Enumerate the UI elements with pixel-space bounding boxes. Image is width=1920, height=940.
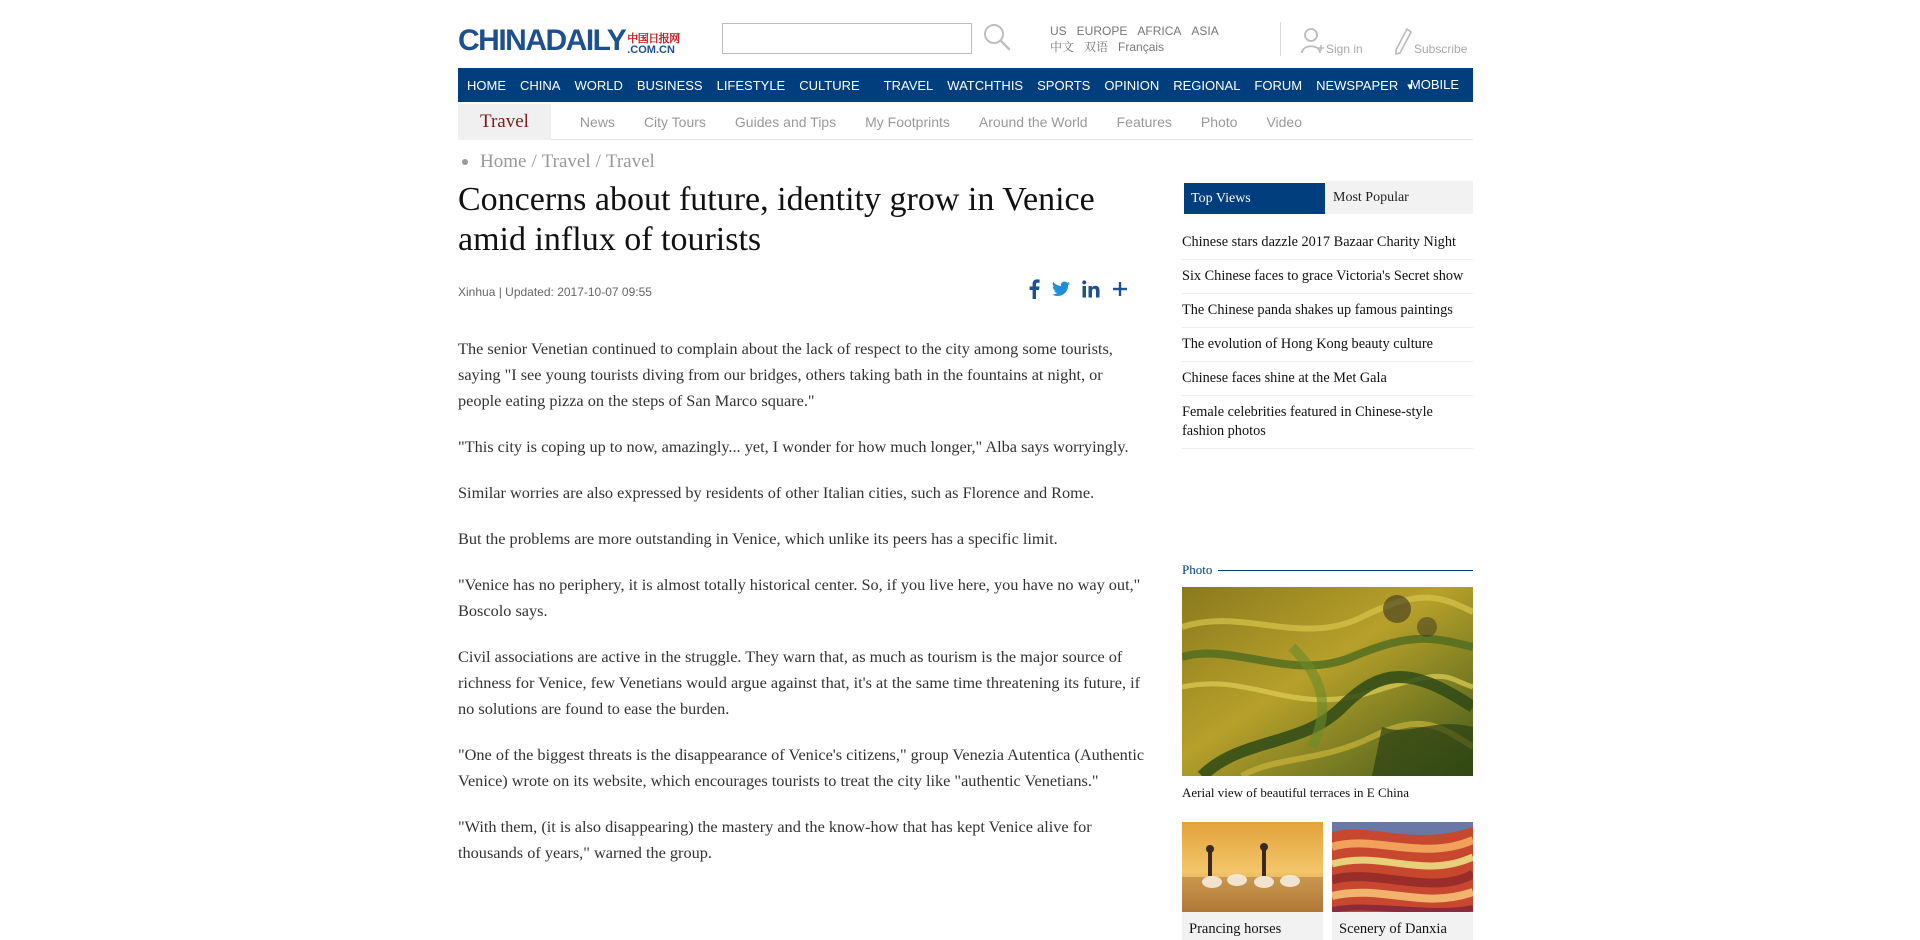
subnav-guides-and-tips[interactable]: Guides and Tips (734, 113, 837, 130)
pencil-icon (1394, 26, 1412, 56)
danxia-scenery-caption[interactable]: Scenery of Danxia (1332, 912, 1473, 940)
section-title-travel[interactable]: Travel (458, 104, 551, 140)
nav-business[interactable]: BUSINESS (636, 77, 703, 93)
list-item[interactable]: Chinese faces shine at the Met Gala (1182, 362, 1473, 396)
photo-section-rule (1218, 570, 1473, 571)
sign-in-link[interactable] (1300, 22, 1363, 56)
tab-top-views[interactable]: Top Views (1182, 181, 1325, 214)
plus-icon (1112, 281, 1128, 297)
logo-daily-text: DAILY (545, 24, 626, 57)
logo-china-text: CHINA (458, 24, 546, 57)
nav-newspaper-dropdown[interactable]: NEWSPAPER ▾ (1316, 78, 1413, 93)
edition-asia-link[interactable]: ASIA (1191, 24, 1219, 38)
logo-domain-text: .COM.CN (627, 44, 675, 56)
breadcrumb-home[interactable]: Home (480, 151, 527, 172)
article-paragraph: Similar worries are also expressed by residents of other Italian cities, such as Florence and Rome. (458, 483, 1095, 502)
twitter-share-button[interactable] (1052, 281, 1070, 301)
prancing-horses-caption[interactable]: Prancing horses (1182, 912, 1323, 940)
edition-chinese-link[interactable]: 中文 (1050, 40, 1075, 54)
photo-section-label[interactable]: Photo (1182, 562, 1213, 577)
logo-chinese-text: 中国日报网 (627, 33, 680, 45)
article-paragraph: "This city is coping up to now, amazingly... yet, I wonder for how much longer," Alba says worryingly. (458, 437, 1129, 456)
subnav-features[interactable]: Features (1116, 113, 1172, 130)
twitter-icon (1052, 281, 1070, 297)
list-item[interactable]: Chinese stars dazzle 2017 Bazaar Charity Night (1182, 226, 1473, 260)
breadcrumb-travel[interactable]: Travel (541, 151, 591, 172)
main-nav (458, 68, 1473, 102)
breadcrumb: Home / Travel / Travel (458, 151, 655, 173)
top-views-list (1182, 226, 1473, 449)
nav-culture[interactable]: CULTURE (799, 77, 860, 93)
subscribe-label: Subscribe (1414, 42, 1468, 56)
user-icon (1300, 26, 1324, 56)
nav-forum[interactable]: FORUM (1254, 77, 1303, 93)
list-item[interactable]: Female celebrities featured in Chinese-style fashion photos (1182, 396, 1473, 449)
nav-watchthis[interactable]: WATCHTHIS (947, 77, 1024, 93)
nav-china[interactable]: CHINA (520, 77, 561, 93)
article-title: Concerns about future, identity grow in Venice amid influx of tourists (458, 181, 1095, 258)
article-paragraph: "Venice has no periphery, it is almost totally historical center. So, if you live here, you have no way out," Boscolo says. (458, 575, 1141, 620)
nav-opinion[interactable]: OPINION (1104, 77, 1160, 93)
nav-travel[interactable]: TRAVEL (883, 77, 934, 93)
facebook-share-button[interactable] (1028, 279, 1040, 303)
breadcrumb-travel-sub[interactable]: Travel (605, 151, 655, 172)
linkedin-share-button[interactable] (1082, 280, 1100, 302)
list-item[interactable]: The evolution of Hong Kong beauty culture (1182, 328, 1473, 362)
nav-lifestyle[interactable]: LIFESTYLE (716, 77, 786, 93)
photo-section-header (1182, 562, 1473, 578)
sign-in-label: Sign in (1326, 42, 1363, 56)
prancing-horses-photo[interactable] (1182, 822, 1323, 912)
edition-europe-link[interactable]: EUROPE (1076, 24, 1128, 38)
search-icon (982, 22, 1012, 52)
nav-regional[interactable]: REGIONAL (1173, 77, 1241, 93)
share-buttons (1028, 279, 1128, 303)
header-divider (1280, 22, 1281, 56)
article-paragraph: The senior Venetian continued to complain about the lack of respect to the city among some tourists, saying "I see young tourists diving from our bridges, others taking bath in the fountains at night, or people eating pizza on the steps of San Marco square." (458, 339, 1113, 410)
danxia-scenery-photo[interactable] (1332, 822, 1473, 912)
linkedin-icon (1082, 280, 1100, 298)
nav-sports[interactable]: SPORTS (1037, 77, 1091, 93)
chinadaily-logo[interactable] (458, 24, 680, 56)
facebook-icon (1028, 279, 1040, 299)
subnav-around-the-world[interactable]: Around the World (978, 113, 1088, 130)
sidebar-tabs (1182, 181, 1473, 214)
more-share-button[interactable] (1112, 281, 1128, 301)
subnav-photo[interactable]: Photo (1200, 113, 1238, 130)
search-input[interactable] (722, 23, 972, 54)
subscribe-link[interactable] (1394, 22, 1467, 56)
subnav-my-footprints[interactable]: My Footprints (865, 113, 950, 130)
terraces-photo-caption[interactable]: Aerial view of beautiful terraces in E China (1182, 785, 1410, 800)
travel-sub-nav (458, 104, 1473, 140)
nav-world[interactable]: WORLD (574, 77, 623, 93)
terraces-photo[interactable] (1182, 587, 1473, 776)
subnav-news[interactable]: News (579, 113, 615, 130)
article-paragraph: Civil associations are active in the struggle. They warn that, as much as tourism is the major source of richness for Venice, few Venetians would argue against that, it's at the same time threatening its future, if no solutions are found to ease the burden. (458, 647, 1141, 718)
edition-africa-link[interactable]: AFRICA (1137, 24, 1182, 38)
edition-links (1050, 23, 1219, 55)
nav-home[interactable]: HOME (467, 77, 506, 93)
edition-bilingual-link[interactable]: 双语 (1084, 40, 1109, 54)
article-paragraph: But the problems are more outstanding in Venice, which unlike its peers has a specific limit. (458, 529, 1058, 548)
article-body (458, 336, 1148, 886)
article-paragraph: "One of the biggest threats is the disappearance of Venice's citizens," group Venezia Autentica (Authentic Venice) wrote on its website, which encourages tourists to treat the city like "authentic Venetians." (458, 745, 1145, 790)
edition-us-link[interactable]: US (1050, 24, 1067, 38)
subnav-video[interactable]: Video (1266, 113, 1303, 130)
breadcrumb-bullet (462, 159, 468, 165)
search-button[interactable] (982, 22, 1012, 52)
subnav-city-tours[interactable]: City Tours (643, 113, 706, 130)
article-paragraph: "With them, (it is also disappearing) the mastery and the know-how that has kept Venice alive for thousands of years," warned the group. (458, 817, 1092, 862)
article-meta: Xinhua | Updated: 2017-10-07 09:55 (458, 285, 652, 299)
list-item[interactable]: The Chinese panda shakes up famous paintings (1182, 294, 1473, 328)
nav-mobile[interactable]: MOBILE (1409, 77, 1459, 92)
edition-french-link[interactable]: Français (1118, 40, 1165, 54)
list-item[interactable]: Six Chinese faces to grace Victoria's Secret show (1182, 260, 1473, 294)
tab-most-popular[interactable]: Most Popular (1325, 181, 1473, 214)
